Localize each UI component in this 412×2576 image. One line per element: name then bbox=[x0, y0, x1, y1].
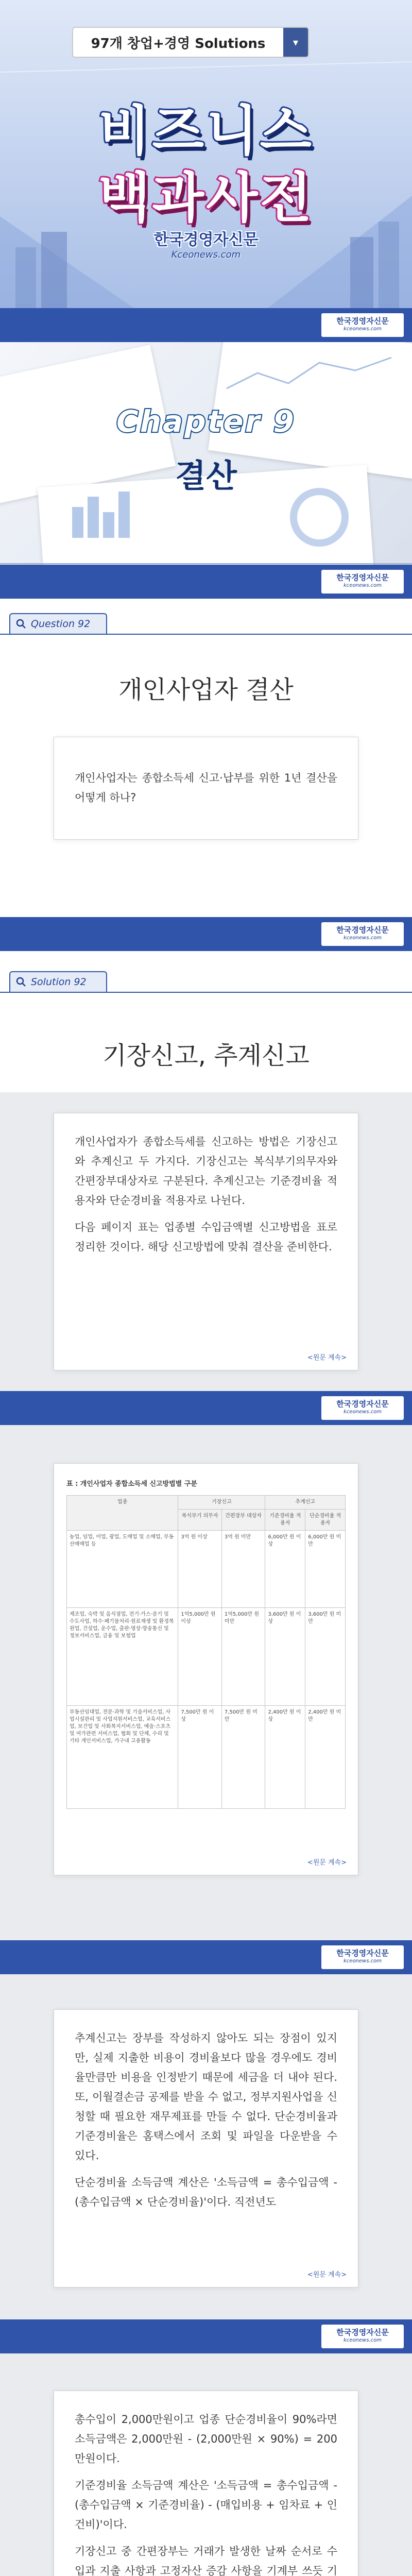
table-cell: 3,600만 원 미만 bbox=[305, 1608, 346, 1706]
table-cell: 6,000만 원 미만 bbox=[305, 1531, 346, 1608]
brand-url: Kceonews.com bbox=[171, 249, 241, 260]
hero-banner bbox=[0, 0, 412, 308]
divider bbox=[0, 634, 412, 635]
solution-heading: 기장신고, 추계신고 bbox=[102, 1041, 310, 1070]
chapter-label: Chapter 9 bbox=[116, 404, 296, 439]
section-band bbox=[0, 1940, 412, 1974]
table-header-cell: 기장신고 bbox=[178, 1496, 265, 1510]
table-cell: 부동산임대업, 전문·과학 및 기술서비스업, 사업시설관리 및 사업지원서비스업, 교육서비스업, 보건업 및 사회복지서비스업, 예술·스포츠 및 여가관련 서비스업, 협회 및 단체, 수리 및 기타 개인서비스업, 가구내 고용활동 bbox=[67, 1706, 178, 1809]
stamp-name: 한국경영자신문 bbox=[336, 925, 389, 935]
table-header-row bbox=[67, 1496, 346, 1510]
table-cell: 3억 원 미만 bbox=[221, 1531, 265, 1608]
brand-name: 한국경영자신문 bbox=[153, 231, 259, 249]
stamp-url: kceonews.com bbox=[344, 583, 382, 588]
stamp-name: 한국경영자신문 bbox=[336, 1948, 389, 1958]
table-header-cell: 단순경비율 적용자 bbox=[305, 1510, 346, 1531]
table-header-cell: 기준경비율 적용자 bbox=[265, 1510, 305, 1531]
chevron-down-icon[interactable]: ▾ bbox=[283, 28, 308, 57]
search-icon bbox=[15, 618, 27, 630]
stamp-logo bbox=[321, 922, 404, 946]
section-band bbox=[0, 2319, 412, 2353]
paragraph: 총수입이 2,000만원이고 업종 단순경비율이 90%라면 소득금액은 2,000만원 - (2,000만원 × 90%) = 200만원이다. bbox=[75, 2413, 337, 2465]
section-band bbox=[0, 565, 412, 599]
paragraph: 기준경비율 소득금액 계산은 '소득금액 = 총수입금액 - (총수입금액 × 기준경비율) - (매입비용 + 임차료 + 인건비)'이다. bbox=[75, 2479, 337, 2531]
table-header-cell: 간편장부 대상자 bbox=[221, 1510, 265, 1531]
solution-card-3 bbox=[54, 2009, 358, 2287]
table-cell: 6,000만 원 이상 bbox=[265, 1531, 305, 1608]
stamp-logo bbox=[321, 1945, 404, 1969]
table-cell: 2,400만 원 이상 bbox=[265, 1706, 305, 1809]
solution-card-1 bbox=[54, 1113, 358, 1370]
chapter-cover bbox=[0, 342, 412, 565]
section-band bbox=[0, 308, 412, 342]
divider bbox=[0, 992, 412, 993]
stamp-url: kceonews.com bbox=[344, 2337, 382, 2343]
brand-logo bbox=[129, 227, 283, 260]
hero-title-line2: 백과사전 bbox=[98, 166, 314, 229]
paragraph: 기장신고 중 간편장부는 거래가 발생한 날짜 순서로 수입과 지출 사항과 고정자산 증감 사항을 기계부 쓰듯 기 bbox=[75, 2545, 337, 2576]
question-text: 개인사업자는 종합소득세 신고·납부를 위한 1년 결산을 어떻게 하나? bbox=[75, 772, 337, 804]
tab-solution-label: Solution 92 bbox=[31, 976, 87, 988]
stamp-url: kceonews.com bbox=[344, 1409, 382, 1415]
tab-solution bbox=[9, 971, 107, 992]
more-link[interactable]: <원문 계속> bbox=[307, 2271, 347, 2279]
stamp-logo bbox=[321, 570, 404, 594]
solutions-dropdown[interactable] bbox=[72, 27, 309, 58]
dropdown-label: 97개 창업+경영 Solutions bbox=[91, 36, 266, 52]
more-link[interactable]: <원문 계속> bbox=[307, 1354, 347, 1362]
question-card bbox=[54, 737, 358, 840]
section-band bbox=[0, 917, 412, 951]
stamp-name: 한국경영자신문 bbox=[336, 316, 389, 326]
paragraph: 개인사업자가 종합소득세를 신고하는 방법은 기장신고와 추계신고 두 가지다. 기장신고는 복식부기의무자와 간편장부대상자로 구분된다. 추계신고는 기준경비율 적용자와 단순경비율 적용자로 나뉜다. bbox=[75, 1136, 337, 1207]
stamp-name: 한국경영자신문 bbox=[336, 2328, 389, 2337]
table-cell: 2,400만 원 미만 bbox=[305, 1706, 346, 1809]
chapter-title: 결산 bbox=[175, 457, 237, 495]
stamp-logo bbox=[321, 2325, 404, 2348]
table-cell: 7,500만 원 미만 bbox=[221, 1706, 265, 1809]
paragraph: 단순경비율 소득금액 계산은 '소득금액 = 총수입금액 - (총수입금액 × 단순경비율)'이다. 직전년도 bbox=[75, 2176, 337, 2208]
table-cell: 1억5,000만 원 미만 bbox=[221, 1608, 265, 1706]
table-cell: 농업, 임업, 어업, 광업, 도매업 및 소매업, 부동산매매업 등 bbox=[67, 1531, 178, 1608]
stamp-logo bbox=[321, 313, 404, 337]
more-link[interactable]: <원문 계속> bbox=[307, 1859, 347, 1867]
table-row bbox=[67, 1706, 346, 1809]
stamp-logo bbox=[321, 1396, 404, 1420]
stamp-url: kceonews.com bbox=[344, 326, 382, 332]
table-header-cell: 업종 bbox=[67, 1496, 178, 1531]
tab-question-label: Question 92 bbox=[31, 618, 91, 630]
tax-table-card bbox=[54, 1463, 358, 1875]
tab-question bbox=[9, 613, 107, 634]
table-cell: 3억 원 이상 bbox=[178, 1531, 222, 1608]
table-header-cell: 복식부기 의무자 bbox=[178, 1510, 222, 1531]
paragraph: 추계신고는 장부를 작성하지 않아도 되는 장점이 있지만, 실제 지출한 비용이 경비율보다 많을 경우에도 경비율만큼만 비용을 인정받기 때문에 세금을 더 내야 된다. 또, 이월결손금 공제를 받을 수 없고, 정부지원사업을 신청할 때 필요한 재무제표를 만들 수 없다. 단순경비율과 기준경비율은 홈택스에서 조회 및 파일을 다운받을 수 있다. bbox=[75, 2032, 337, 2162]
section-band bbox=[0, 1391, 412, 1425]
table-title: 표 : 개인사업자 종합소득세 신고방법별 구분 bbox=[66, 1480, 197, 1488]
table-cell: 제조업, 숙박 및 음식점업, 전기·가스·증기 및 수도사업, 하수·폐기물처리·원료재생 및 환경복원업, 건설업, 운수업, 출판·영상·방송통신 및 정보서비스업, 금융 및 보험업 bbox=[67, 1608, 178, 1706]
table-header-cell: 추계신고 bbox=[265, 1496, 346, 1510]
stamp-url: kceonews.com bbox=[344, 1958, 382, 1964]
stamp-url: kceonews.com bbox=[344, 935, 382, 941]
tax-method-table bbox=[66, 1495, 346, 1809]
hero-title-line1: 비즈니스 bbox=[98, 99, 314, 162]
paragraph: 다음 페이지 표는 업종별 수입금액별 신고방법을 표로 정리한 것이다. 해당 신고방법에 맞춰 결산을 준비한다. bbox=[75, 1221, 337, 1253]
table-row bbox=[67, 1531, 346, 1608]
stamp-name: 한국경영자신문 bbox=[336, 573, 389, 582]
table-row bbox=[67, 1608, 346, 1706]
search-icon bbox=[15, 976, 27, 988]
solution-card-4 bbox=[54, 2391, 358, 2576]
table-cell: 3,600만 원 이상 bbox=[265, 1608, 305, 1706]
table-cell: 7,500만 원 이상 bbox=[178, 1706, 222, 1809]
question-heading: 개인사업자 결산 bbox=[118, 675, 294, 704]
table-cell: 1억5,000만 원 이상 bbox=[178, 1608, 222, 1706]
stamp-name: 한국경영자신문 bbox=[336, 1399, 389, 1409]
